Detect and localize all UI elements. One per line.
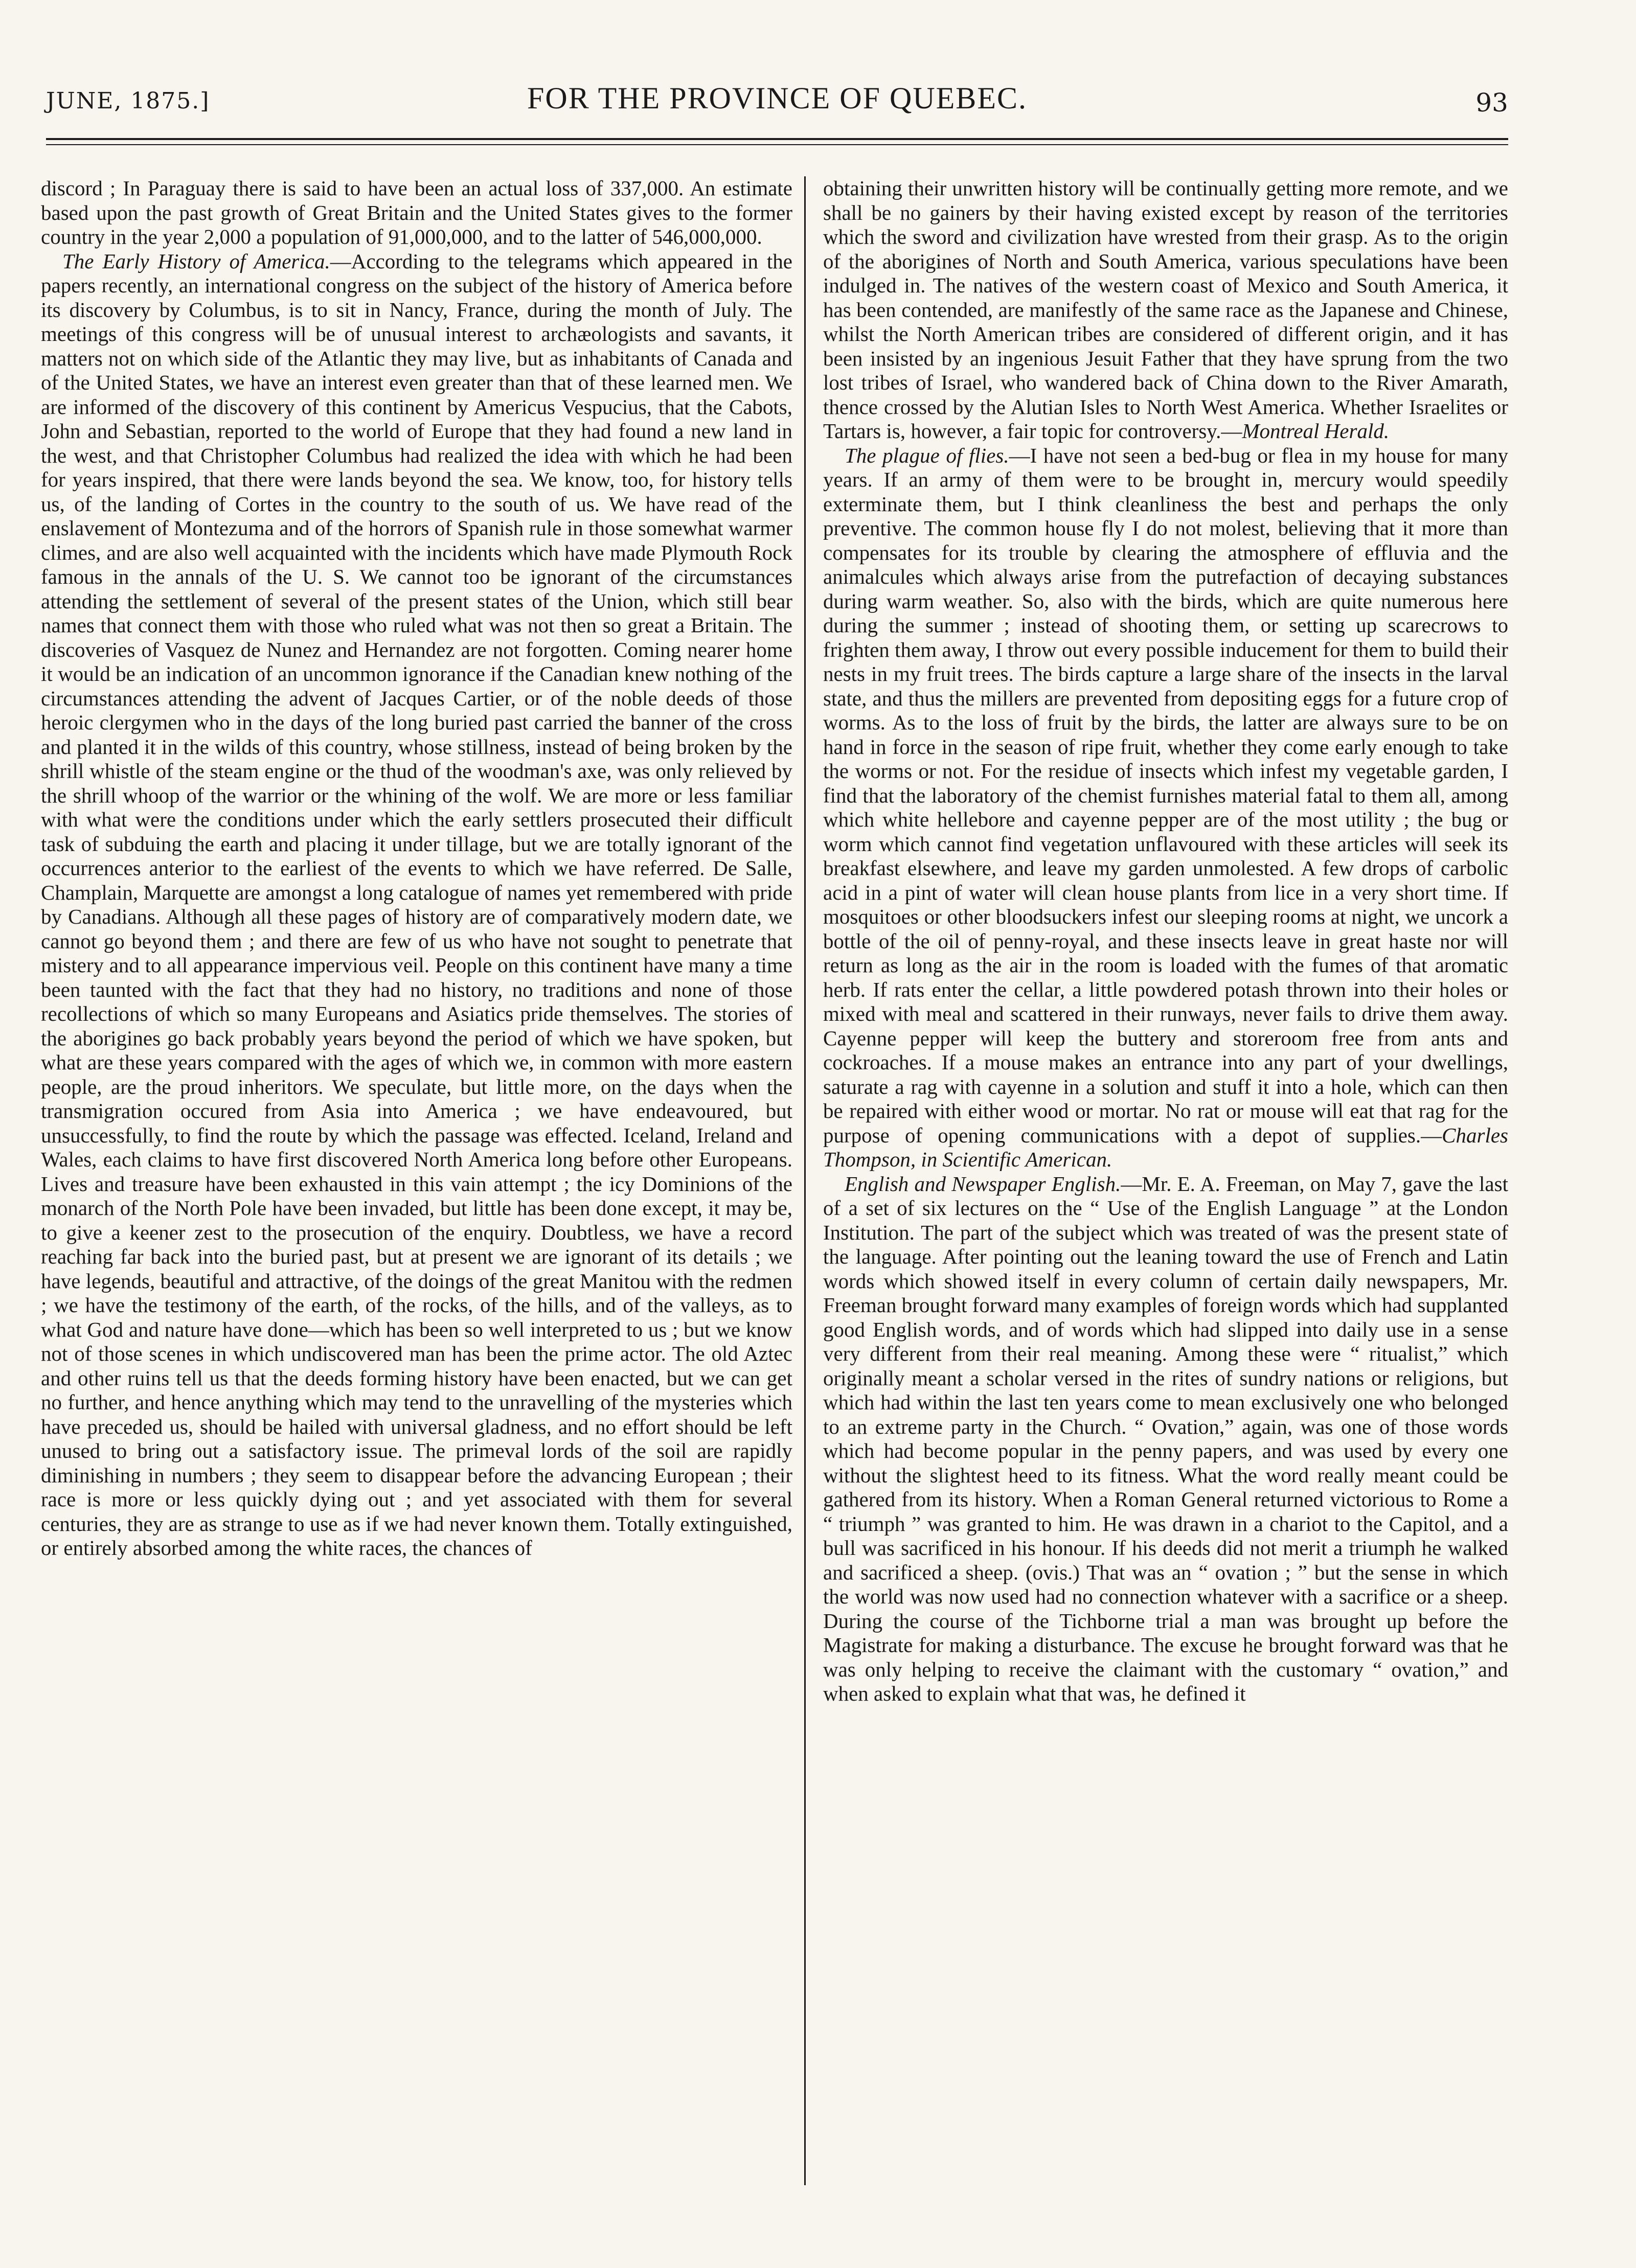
paragraph-plague-of-flies	[823, 444, 1508, 1172]
page-number: 93	[1475, 88, 1508, 118]
section-title-plague-of-flies: The plague of flies.	[845, 443, 1009, 467]
paragraph-newspaper-english	[823, 1172, 1508, 1706]
source-scientific-american: Charles Thompson, in Scientific American.	[823, 1123, 1508, 1171]
body-plague-of-flies: —I have not seen a bed-bug or flea in my house for many years. If an army of them were to be brought in, mercury would speedily exterminate them, but I think cleanliness the best and perhaps the only preventive. The common house fly I do not molest, believing that it more than compensates for its trouble by clearing the atmosphere of effluvia and the animalcules which always arise from the putrefaction of decaying substances during warm weather. So, also with the birds, which are quite numerous here during the summer ; instead of shooting them, or setting up scarecrows to frighten them away, I throw out every possible inducement for them to build their nests in my fruit trees. The birds capture a large share of the insects in the larval state, and thus the millers are prevented from depositing eggs for a future crop of worms. As to the loss of fruit by the birds, the latter are always sure to be on hand in force in the season of ripe fruit, whether they come early enough to take the worms or not. For the residue of insects which infest my vegetable garden, I find that the laboratory of the chemist furnishes material fatal to them all, among which white hellebore and cayenne pepper are of the most utility ; the bug or worm which cannot find vegetation unflavoured with these articles will seek its breakfast elsewhere, and leave my garden unmolested. A few drops of carbolic acid in a pint of water will clean house plants from lice in a very short time. If mosquitoes or other bloodsuckers infest our sleeping rooms at night, we uncork a bottle of the oil of penny-royal, and these insects leave in great haste nor will return as long as the air in the room is loaded with the fumes of that aromatic herb. If rats enter the cellar, a little powdered potash thrown into their holes or mixed with meal and scattered in their runways, never fails to drive them away. Cayenne pepper will keep the buttery and storeroom free from ants and cockroaches. If a mouse makes an entrance into any part of your dwellings, saturate a rag with cayenne in a solution and stuff it into a hole, which can then be repaired with either wood or mortar. No rat or mouse will eat that rag for the purpose of opening communications with a depot of supplies.—	[823, 443, 1508, 1147]
body-early-history: —According to the telegrams which appeared in the papers recently, an international congress on the subject of the history of America before its discovery by Columbus, is to sit in Nancy, France, during the month of July. The meetings of this congress will be of unusual interest to archæologists and savants, it matters not on which side of the Atlantic they may live, but as inhabitants of Canada and of the United States, we have an interest even greater than that of these learned men. We are informed of the discovery of this continent by Americus Vespucius, that the Cabots, John and Sebastian, reported to the world of Europe that they had found a new land in the west, and that Christopher Columbus had realized the idea with which he had been for years inspired, that there were lands beyond the sea. We know, too, for history tells us, of the landing of Cortes in the country to the south of us. We have read of the enslavement of Montezuma and of the horrors of Spanish rule in those somewhat warmer climes, and are also well acquainted with the incidents which have made Plymouth Rock famous in the annals of the U. S. We cannot too be ignorant of the circumstances attending the settlement of several of the present states of the Union, which still bear names that connect them with those who ruled what was not then so great a Britain. The discoveries of Vasquez de Nunez and Hernandez are not forgotten. Coming nearer home it would be an indication of an uncommon ignorance if the Canadian knew nothing of the circumstances attending the advent of Jacques Cartier, or of the noble deeds of those heroic clergymen who in the days of the long buried past carried the banner of the cross and planted it in the wilds of this country, whose stillness, instead of being broken by the shrill whistle of the steam engine or the thud of the woodman's axe, was only relieved by the shrill whoop of the warrior or the whining of the wolf. We are more or less familiar with what were the conditions under which the early settlers prosecuted their difficult task of subduing the earth and placing it under tillage, but we are totally ignorant of the occurrences anterior to the earliest of the events to which we have referred. De Salle, Champlain, Marquette are amongst a long catalogue of names yet remembered with pride by Canadians. Although all these pages of history are of comparatively modern date, we cannot go beyond them ; and there are few of us who have not sought to penetrate that mistery and to all appearance impervious veil. People on this continent have many a time been taunted with the fact that they had no history, no traditions and none of those recollections of which so many Europeans and Asiatics pride themselves. The stories of the aborigines go back probably years beyond the period of which we have spoken, but what are these years compared with the ages of which we, in common with more eastern people, are the proud inheritors. We speculate, but little more, on the days when the transmigration occured from Asia into America ; we have endeavoured, but unsuccessfully, to find the route by which the passage was effected. Iceland, Ireland and Wales, each claims to have first discovered North America long before other Europeans. Lives and treasure have been exhausted in this vain attempt ; the icy Dominions of the monarch of the North Pole have been invaded, but little has been done except, it may be, to give a keener zest to the prosecution of the enquiry. Doubtless, we have a record reaching far back into the buried past, but at present we are ignorant of its details ; we have legends, beautiful and attractive, of the doings of the great Manitou with the redmen ; we have the testimony of the earth, of the rocks, of the hills, and of the valleys, as to what God and nature have done—which has been so well interpreted to us ; but we know not of those scenes in which undiscovered man has been the prime actor. The old Aztec and other ruins tell us that the deeds forming history have been enacted, but we can get no further, and hence anything which may tend to the unravelling of the mysteries which have preceded us, should be hailed with universal gladness, and no effort should be left unused to bring out a satisfactory issue. The primeval lords of the soil are rapidly diminishing in numbers ; they seem to disappear before the advancing European ; their race is more or less quickly dying out ; and yet associated with them for several centuries, they are as strange to use as if we had never known them. Totally extinguished, or entirely absorbed among the white races, the chances of	[41, 249, 792, 1560]
header-rule-thick	[46, 138, 1508, 140]
issue-date: JUNE, 1875.]	[46, 88, 210, 114]
paragraph-unwritten-history	[823, 176, 1508, 444]
body-newspaper-english: —Mr. E. A. Freeman, on May 7, gave the last of a set of six lectures on the “ Use of the English Language ” at the London Institution. The part of the subject which was treated of was the present state of the language. After pointing out the leaning toward the use of French and Latin words which showed itself in every column of certain daily newspapers, Mr. Freeman brought forward many examples of foreign words which had supplanted good English words, and of words which had slipped into daily use in a sense very different from their real meaning. Among these were “ ritualist,” which originally meant a scholar versed in the rites of sundry nations or religions, but which had within the last ten years come to mean exclusively one who belonged to an extreme party in the Church. “ Ovation,” again, was one of those words which had become popular in the penny papers, and was used by every one without the slightest heed to its fitness. What the word really meant could be gathered from its history. When a Roman General returned victorious to Rome a “ triumph ” was granted to him. He was drawn in a chariot to the Capitol, and a bull was sacrificed in his honour. If his deeds did not merit a triumph he walked and sacrificed a sheep. (ovis.) That was an “ ovation ; ” but the sense in which the world was now used had no connection whatever with a sacrifice or a sheep. During the course of the Tichborne trial a man was brought up before the Magistrate for making a disturbance. The excuse he brought forward was that he was only helping to receive the claimant with the customary “ ovation,” and when asked to explain what that was, he defined it	[823, 1172, 1508, 1705]
running-header	[46, 77, 1508, 133]
paragraph-population: discord ; In Paraguay there is said to have been an actual loss of 337,000. An estimate based upon the past growth of Great Britain and the United States gives to the former country in the year 2,000 a population of 91,000,000, and to the latter of 546,000,000.	[41, 176, 792, 248]
body-unwritten-history: obtaining their unwritten history will be continually getting more remote, and we shall be no gainers by their having existed except by reason of the territories which the sword and civilization have wrested from their grasp. As to the origin of the aborigines of North and South America, various speculations have been indulged in. The natives of the western coast of Mexico and South America, it has been contended, are manifestly of the same race as the Japanese and Chinese, whilst the North American tribes are considered of different origin, and it has been insisted by an ingenious Jesuit Father that they have sprung from the two lost tribes of Israel, who wandered back of China down to the River Amarath, thence crossed by the Alutian Isles to North West America. Whether Israelites or Tartars is, however, a fair topic for controversy.—	[823, 176, 1508, 443]
right-column	[823, 176, 1508, 2221]
running-title: FOR THE PROVINCE OF QUEBEC.	[527, 81, 1027, 115]
column-divider	[804, 176, 806, 2185]
section-title-newspaper-english: English and Newspaper English.	[845, 1172, 1121, 1196]
header-rule-thin	[46, 144, 1508, 145]
source-montreal-herald: Montreal Herald.	[1242, 419, 1390, 443]
paragraph-early-history	[41, 249, 792, 1561]
left-column	[41, 176, 792, 2221]
section-title-early-history: The Early History of America.	[62, 249, 330, 273]
